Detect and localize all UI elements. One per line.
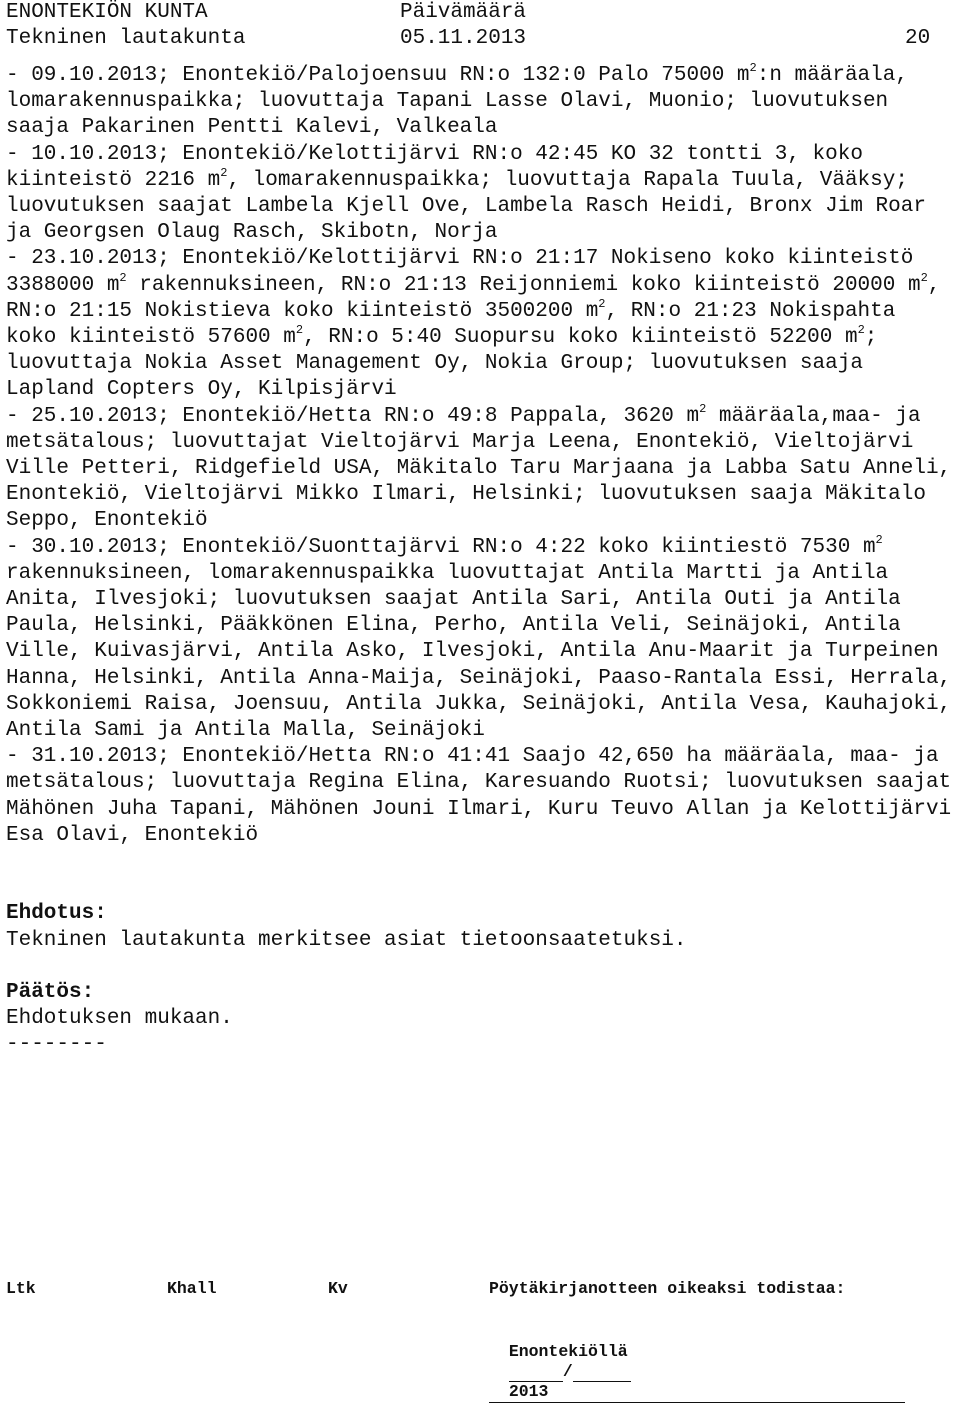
footer-kv: Kv: [328, 1279, 348, 1298]
signature-line: [489, 1402, 905, 1403]
entry-2-text-a: - 10.10.2013; Enontekiö/Kelottijärvi RN:o 42:45 KO 32 tontti 3, koko kiinteistö 2216 m: [6, 142, 863, 192]
entry-4-text-b: määräala,maa- ja metsätalous; luovuttajat Vieltojärvi Marja Leena, Enontekiö, Vieltojärvi Ville Petteri, Ridgefield USA, Mäkitalo Taru Marjaana ja Labba Satu Anneli, Enontekiö, Vieltojärvi Mikko Ilmari, Helsinki; luovutuksen saaja Mäkitalo Seppo, Enontekiö: [6, 404, 952, 533]
entry-1-text-a: - 09.10.2013; Enontekiö/Palojoensuu RN:o 132:0 Palo 75000 m: [6, 64, 750, 87]
footer-certify: Pöytäkirjanotteen oikeaksi todistaa:: [489, 1279, 846, 1298]
entry-2-sup: 2: [220, 165, 228, 180]
decision-text: Ehdotuksen mukaan.: [6, 1007, 233, 1031]
entry-3-text-a: - 23.10.2013; Enontekiö/Kelottijärvi RN:o 21:17 Nokiseno koko kiinteistö 3388000 m: [6, 247, 914, 297]
entry-4: [6, 401, 952, 535]
entry-3-text-c: , RN:o 21:15 Nokistieva koko kiinteistö 3500200 m: [6, 273, 941, 323]
entry-3-text-b: rakennuksineen, RN:o 21:13 Reijonniemi koko kiinteistö 20000 m: [126, 273, 921, 297]
entry-5-text-b: rakennuksineen, lomarakennuspaikka luovuttajat Antila Martti ja Antila Anita, Ilvesjoki; luovutuksen saajat Antila Sari, Antila Outi ja Antila Paula, Helsinki, Pääkkönen Elina, Perho, Antila Veli, Seinäjoki, Antila Ville, Kuivasjärvi, Antila Asko, Ilvesjoki, Antila Anu-Maarit ja Turpeinen Hanna, Helsinki, Antila Anna-Maija, Seinäjoki, Paaso-Rantala Essi, Herrala, Sokkoniemi Raisa, Joensuu, Antila Jukka, Seinäjoki, Antila Vesa, Kauhajoki, Antila Sami ja Antila Malla, Seinäjoki: [6, 561, 952, 743]
entry-3-sup-4: 2: [295, 323, 304, 338]
entry-6: [6, 744, 952, 849]
entry-3-sup-5: 2: [857, 323, 865, 338]
proposal-text: Tekninen lautakunta merkitsee asiat tietoonsaatetuksi.: [6, 928, 687, 952]
footer-place-date: [489, 1322, 631, 1402]
document-body: [6, 63, 952, 1059]
header-date-label: Päivämäärä: [400, 1, 527, 24]
entry-3-text-f: ; luovuttaja Nokia Asset Management Oy, Nokia Group; luovutuksen saaja Lapland Copters Oy, Kilpisjärvi: [6, 326, 878, 402]
proposal-heading: Ehdotus:: [6, 902, 107, 926]
footer-place: Enontekiöllä: [508, 1342, 628, 1361]
entry-4-text-a: - 25.10.2013; Enontekiö/Hetta RN:o 49:8 Pappala, 3620 m: [6, 404, 700, 428]
entry-2-text-b: , lomarakennuspaikka; luovuttaja Rapala Tuula, Vääksy; luovutuksen saajat Lambela Kjell Ove, Lambela Rasch Heidi, Bronx Jim Roar ja Georgsen Olaug Rasch, Skibotn, Norja: [6, 168, 926, 245]
entry-1-sup: 2: [749, 61, 757, 75]
entry-3: [6, 246, 952, 403]
entry-3-text-e: , RN:o 5:40 Suopursu koko kiinteistö 52200 m: [303, 326, 858, 350]
decision-separator: --------: [6, 1033, 107, 1057]
footer-day-blank: [509, 1363, 563, 1382]
page-number: 20: [905, 27, 931, 50]
header-board: Tekninen lautakunta: [6, 27, 246, 50]
footer-month-blank: [573, 1363, 631, 1382]
footer-khall: Khall: [167, 1279, 217, 1298]
entry-5: [6, 532, 952, 745]
entry-1: [6, 63, 952, 142]
footer-slash: /: [562, 1362, 573, 1381]
entry-2: [6, 142, 952, 247]
footer-ltk: Ltk: [6, 1279, 36, 1298]
entry-6-text-a: - 31.10.2013; Enontekiö/Hetta RN:o 41:41 Saajo 42,650 ha määräala, maa- ja metsätalous; luovuttaja Regina Elina, Karesuando Ruotsi; luovutuksen saajat Mähönen Juha Tapani, Mähönen Jouni Ilmari, Kuru Teuvo Allan ja Kelottijärvi Esa Olavi, Enontekiö: [6, 745, 952, 847]
footer-year: 2013: [508, 1382, 549, 1401]
entry-1-text-b: :n määräala, lomarakennuspaikka; luovuttaja Tapani Lasse Olavi, Muonio; luovutuksen saaja Pakarinen Pentti Kalevi, Valkeala: [6, 64, 908, 140]
decision-heading: Päätös:: [6, 981, 95, 1005]
header-org: ENONTEKIÖN KUNTA: [6, 1, 208, 24]
entry-3-sup-1: 2: [119, 270, 127, 285]
header-date: 05.11.2013: [400, 27, 527, 50]
entry-4-sup: 2: [699, 401, 707, 416]
entry-3-sup-2: 2: [920, 270, 928, 285]
entry-5-sup: 2: [875, 532, 883, 547]
entry-5-text-a: - 30.10.2013; Enontekiö/Suonttajärvi RN:o 4:22 koko kiintiestö 7530 m: [6, 535, 876, 559]
entry-3-sup-3: 2: [598, 296, 606, 311]
entry-3-text-d: , RN:o 21:23 Nokispahta koko kiinteistö 57600 m: [6, 299, 896, 350]
